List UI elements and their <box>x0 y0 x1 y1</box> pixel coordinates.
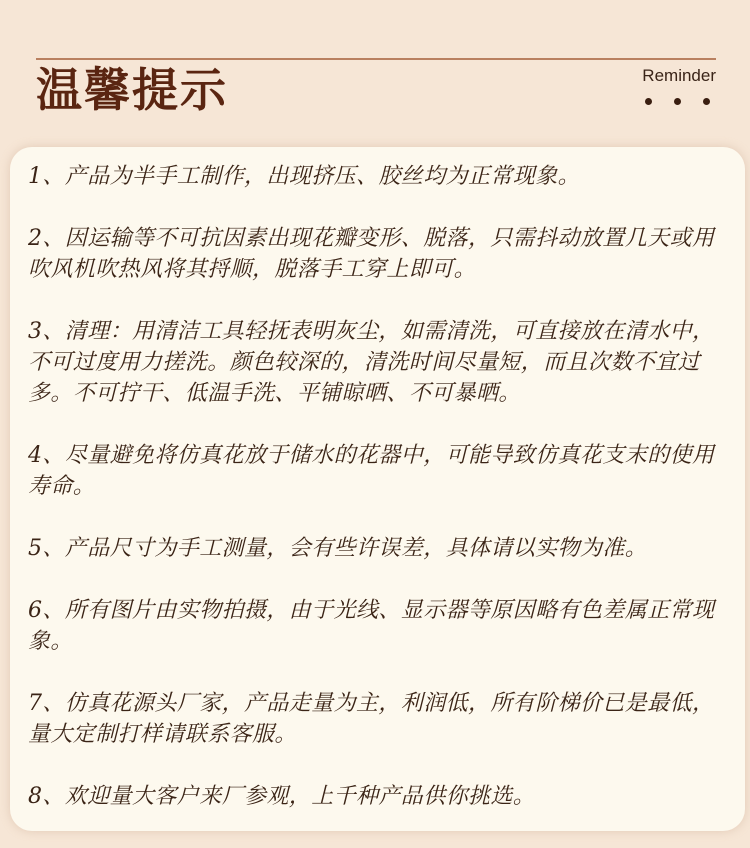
header-divider <box>36 58 716 60</box>
note-item-4: 4、尽量避免将仿真花放于储水的花器中，可能导致仿真花支末的使用寿命。 <box>28 443 715 499</box>
reminder-label: Reminder <box>642 66 716 85</box>
dot-icon <box>703 98 710 105</box>
notes-card <box>10 147 745 831</box>
note-item-7: 7、仿真花源头厂家，产品走量为主，利润低，所有阶梯价已是最低，量大定制打样请联系客服。 <box>28 691 715 747</box>
note-item-8: 8、欢迎量大客户来厂参观，上千种产品供你挑选。 <box>28 784 536 809</box>
ellipsis-dots-icon <box>645 98 710 105</box>
note-item-1: 1、产品为半手工制作，出现挤压、胶丝均为正常现象。 <box>28 164 580 189</box>
note-item-2: 2、因运输等不可抗因素出现花瓣变形、脱落，只需抖动放置几天或用吹风机吹热风将其捋顺，脱落手工穿上即可。 <box>28 226 715 282</box>
dot-icon <box>645 98 652 105</box>
dot-icon <box>674 98 681 105</box>
page-title: 温馨提示 <box>36 63 228 117</box>
note-item-3: 3、清理：用清洁工具轻抚表明灰尘，如需清洗，可直接放在清水中，不可过度用力搓洗。颜色较深的，清洗时间尽量短，而且次数不宜过多。不可拧干、低温手洗、平铺晾晒、不可暴晒。 <box>28 319 715 406</box>
note-item-5: 5、产品尺寸为手工测量，会有些许误差，具体请以实物为准。 <box>28 536 648 561</box>
note-item-6: 6、所有图片由实物拍摄，由于光线、显示器等原因略有色差属正常现象。 <box>28 598 715 654</box>
